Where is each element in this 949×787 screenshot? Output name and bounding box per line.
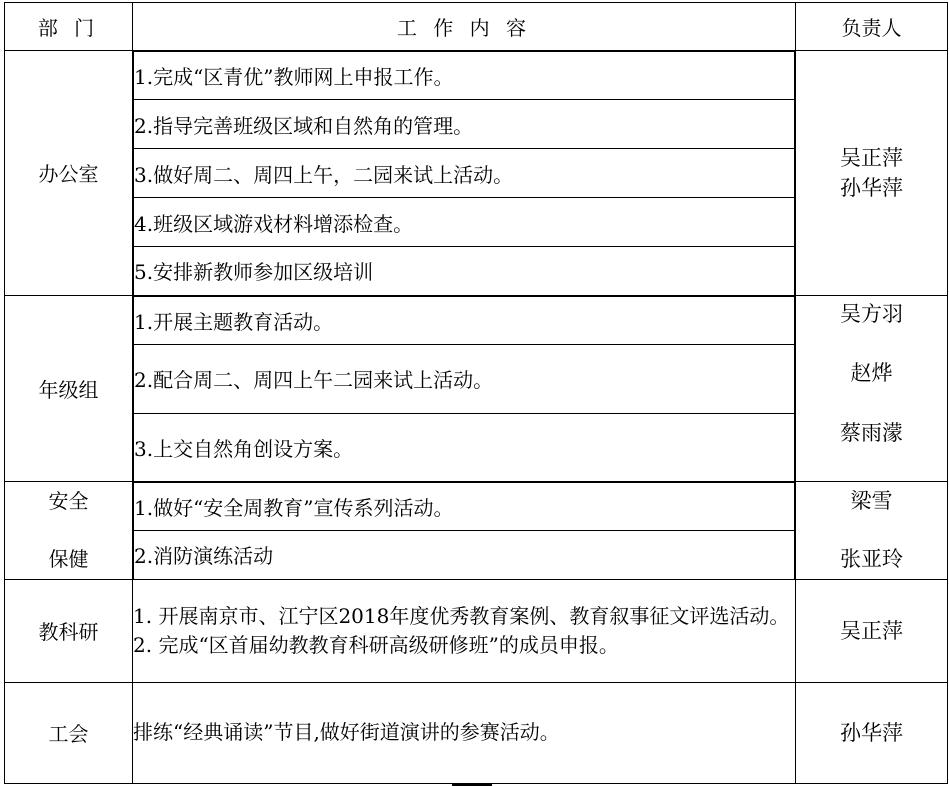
header-work: 工 作 内 容 bbox=[133, 3, 796, 51]
table-row bbox=[5, 682, 948, 783]
dept-grade: 年级组 bbox=[5, 295, 133, 482]
work-item: 2. 完成“区首届幼教教育科研高级研修班”的成员申报。 bbox=[133, 632, 619, 657]
table-row bbox=[5, 51, 948, 296]
work-item: 2.指导完善班级区域和自然角的管理。 bbox=[134, 100, 795, 149]
table-row bbox=[5, 579, 948, 682]
table-row bbox=[5, 295, 948, 482]
work-union: 排练“经典诵读”节目,做好街道演讲的参赛活动。 bbox=[133, 682, 796, 783]
header-resp: 负责人 bbox=[796, 3, 948, 51]
work-item: 1. 开展南京市、江宁区2018年度优秀教育案例、教育叙事征文评选活动。 bbox=[133, 603, 790, 628]
person-name: 梁雪 bbox=[850, 489, 893, 514]
resp-research: 吴正萍 bbox=[796, 579, 948, 682]
work-item: 1.做好“安全周教育”宣传系列活动。 bbox=[134, 483, 795, 531]
work-item: 1.开展主题教育活动。 bbox=[134, 296, 795, 344]
resp-office bbox=[796, 51, 948, 296]
dept-line: 安全 bbox=[48, 489, 89, 514]
person-name: 赵烨 bbox=[850, 360, 893, 385]
page-edge-mark bbox=[452, 784, 492, 786]
person-name: 蔡雨濛 bbox=[840, 420, 903, 445]
person-name: 吴方羽 bbox=[840, 301, 903, 326]
dept-office: 办公室 bbox=[5, 51, 133, 296]
work-office bbox=[133, 51, 796, 296]
work-item: 3.做好周二、周四上午，二园来试上活动。 bbox=[134, 149, 795, 198]
person-name: 张亚玲 bbox=[840, 547, 903, 572]
work-research bbox=[133, 579, 796, 682]
resp-union: 孙华萍 bbox=[796, 682, 948, 783]
work-plan-table bbox=[4, 2, 948, 784]
person-name: 孙华萍 bbox=[840, 175, 903, 200]
header-dept: 部 门 bbox=[5, 3, 133, 51]
work-grade bbox=[133, 295, 796, 482]
table-row bbox=[5, 482, 948, 580]
resp-grade bbox=[796, 295, 948, 482]
dept-union: 工会 bbox=[5, 682, 133, 783]
work-item: 5.安排新教师参加区级培训 bbox=[134, 247, 795, 295]
header-row bbox=[5, 3, 948, 51]
work-safety bbox=[133, 482, 796, 580]
work-item: 3.上交自然角创设方案。 bbox=[134, 413, 795, 481]
dept-safety bbox=[5, 482, 133, 580]
dept-line: 保健 bbox=[48, 547, 89, 572]
dept-research: 教科研 bbox=[5, 579, 133, 682]
work-item: 2.消防演练活动 bbox=[134, 531, 795, 579]
work-item: 2.配合周二、周四上午二园来试上活动。 bbox=[134, 344, 795, 413]
resp-safety bbox=[796, 482, 948, 580]
person-name: 吴正萍 bbox=[840, 145, 903, 170]
work-item: 4.班级区域游戏材料增添检查。 bbox=[134, 198, 795, 247]
work-item: 1.完成“区青优”教师网上申报工作。 bbox=[134, 52, 795, 100]
